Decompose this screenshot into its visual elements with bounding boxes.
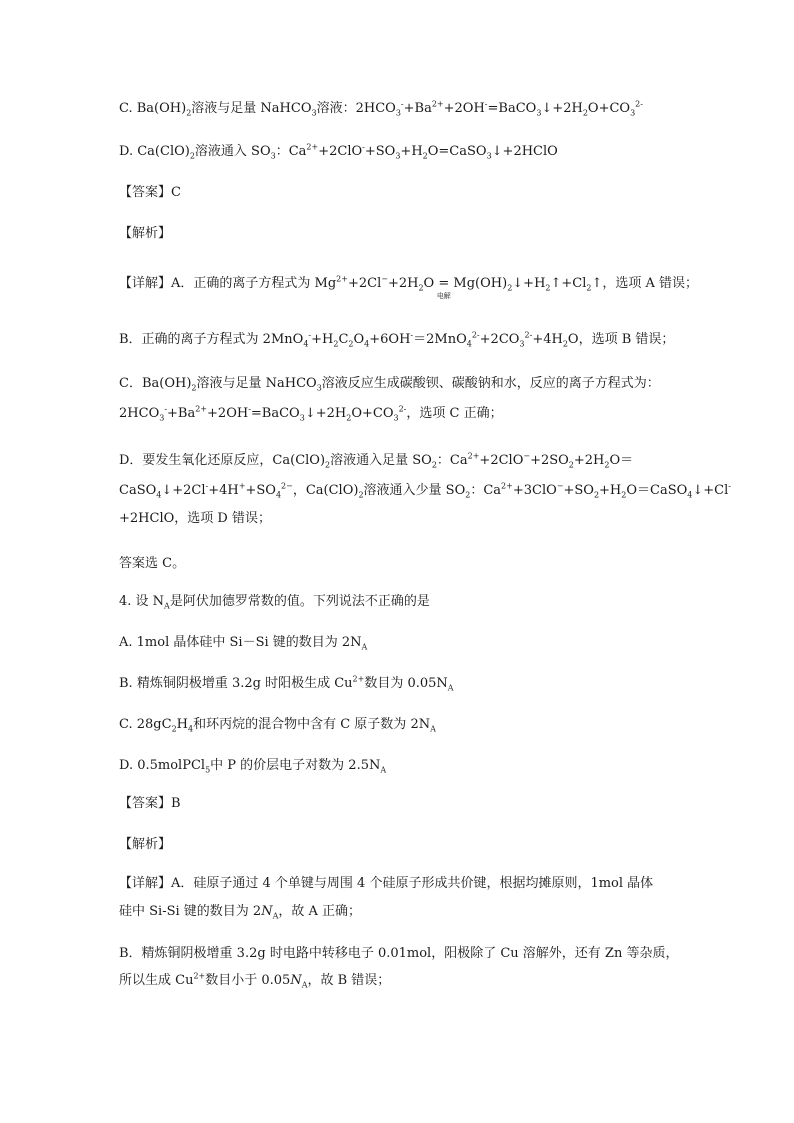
question-4-option-b: B. 精炼铜阴极增重 3.2g 时阳极生成 $Cu^{2+}$数目为 $0.05N_A$ bbox=[119, 674, 454, 693]
question-4-option-a: A. 1mol 晶体硅中 Si－Si 键的数目为 $2N_A$ bbox=[119, 635, 368, 652]
option-c: C. $Ba(OH)_2$溶液与足量 NaHCO$_3$溶液：$2HCO_3^-+Ba^{2+}+2OH^-=BaCO_3↓+2H_2O+CO_3^{2-}$ bbox=[119, 99, 643, 118]
detail-c-line-2: $2HCO_3^-+Ba^{2+}+2OH^-=BaCO_3↓+2H_2O+CO_3^{2-}$，选项 C 正确； bbox=[119, 404, 503, 423]
detail2-b-line-2: 所以生成 $Cu^{2+}$数目小于 $0.05N_A$，故 B 错误； bbox=[119, 971, 391, 990]
detail-d-line-3: +2HClO，选项 D 错误； bbox=[119, 511, 271, 526]
answer-label-2: 【答案】B bbox=[119, 796, 181, 811]
question-4-option-c: C. $28gC_2H_4$和环丙烷的混合物中含有 C 原子数为 $2N_A$ bbox=[119, 717, 436, 734]
detail-d-line-2: $CaSO_4↓+2Cl^-+4H^++SO_4^{2-}$，$Ca(ClO)_2$溶液通入少量 $SO_2$：$Ca^{2+}+3ClO^-+SO_2+H_2O=CaSO_4↓+Cl^-$ bbox=[119, 481, 731, 500]
detail-b-line: B．正确的离子方程式为 $2MnO_4^-+H_2C_2O_4+6OH^-=2MnO_4^{2-}+2CO_3^{2-}+4H_2O$，选项 B 错误； bbox=[119, 330, 675, 349]
option-d: D. $Ca(ClO)_2$溶液通入 $SO_3$：$Ca^{2+}+2ClO^-+SO_3+H_2O=CaSO_3↓+2HClO$ bbox=[119, 142, 558, 161]
detail2-b-line-1: B．精炼铜阴极增重 3.2g 时电路中转移电子 0.01mol，阳极除了 Cu 溶解外，还有 Zn 等杂质， bbox=[119, 946, 679, 961]
electrolysis-sign: = 电解 bbox=[436, 276, 451, 300]
analysis-label-1: 【解析】 bbox=[119, 226, 172, 241]
detail2-a-line-2: 硅中 Si-Si 键的数目为 $2N_A$，故 A 正确； bbox=[119, 904, 362, 921]
question-4-option-d: D. 0.5molPCl$_5$中 P 的价层电子对数为 $2.5N_A$ bbox=[119, 758, 387, 775]
detail-c-line-1: C．$Ba(OH)_2$溶液与足量 NaHCO$_3$溶液反应生成碳酸钡、碳酸钠和水，反应的离子方程式为： bbox=[119, 376, 660, 393]
detail-d-line-1: D．要发生氧化还原反应，$Ca(ClO)_2$溶液通入足量 $SO_2$：$Ca^{2+}+2ClO^-+2SO_2+2H_2O=$ bbox=[119, 451, 634, 470]
detail2-a-line-1: 【详解】A．硅原子通过 4 个单键与周围 4 个硅原子形成共价键，根据均摊原则，1mol 晶体 bbox=[119, 876, 654, 891]
detail-a-line: 【详解】A．正确的离子方程式为 $Mg^{2+}+2Cl^-+2H_2O$ = 电解 $Mg(OH)_2↓+H_2↑+Cl_2↑$，选项 A 错误； bbox=[119, 274, 699, 300]
question-4-stem: 4. 设 $N_A$是阿伏加德罗常数的值。下列说法不正确的是 bbox=[119, 594, 430, 611]
answer-conclusion: 答案选 C。 bbox=[119, 556, 186, 571]
analysis-label-2: 【解析】 bbox=[119, 837, 172, 852]
answer-label-1: 【答案】C bbox=[119, 185, 181, 200]
